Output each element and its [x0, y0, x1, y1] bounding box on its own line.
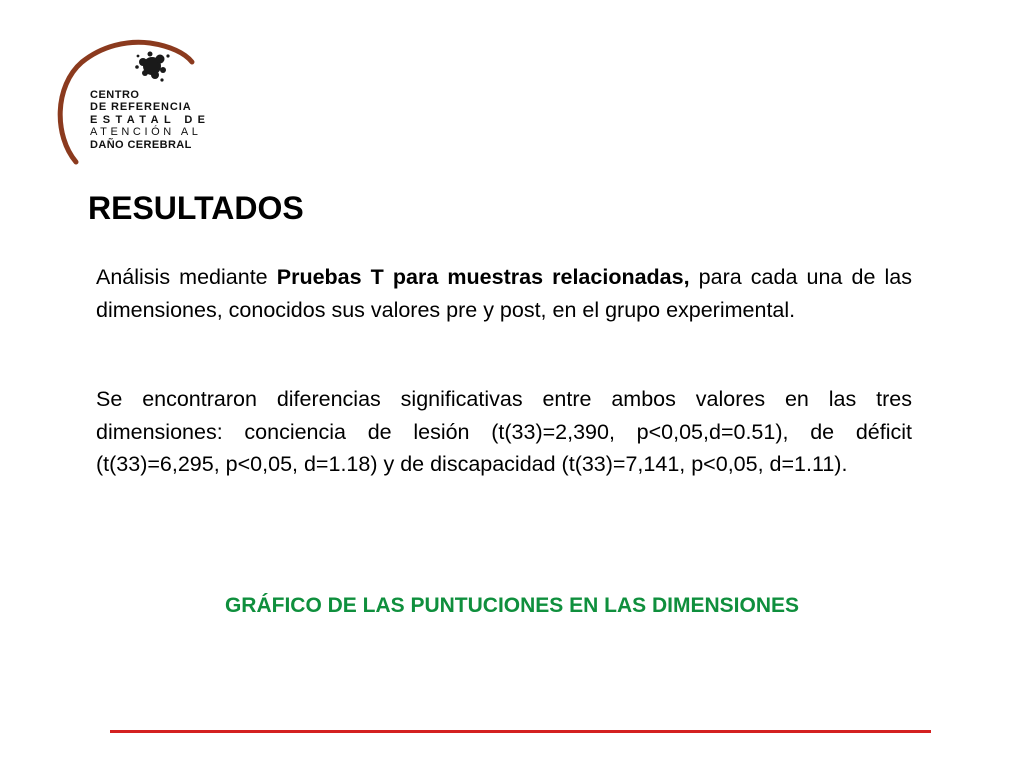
logo-line: ESTATAL DE: [90, 113, 211, 126]
page-title: RESULTADOS: [88, 190, 304, 226]
logo-line: DE REFERENCIA: [90, 101, 192, 114]
logo-line: CENTRO: [90, 89, 140, 101]
paragraph-results: Se encontraron diferencias significativas entre ambos valores en las tres dimensiones: conciencia de lesión (t(33)=2,390, p<0,05,d=0.51), de déficit (t(33)=6,295, p<0,05, d=1.18) y de discapacidad (t(33)=7,141, p<0,05, d=1.11).: [96, 387, 912, 476]
paragraph-analysis-intro: Análisis mediante: [96, 265, 277, 289]
logo-line: ATENCIÓN AL: [90, 126, 202, 139]
footer-rule: [110, 730, 931, 733]
logo-text: [90, 89, 210, 151]
logo-line: DAÑO CEREBRAL: [90, 138, 192, 151]
splat-icon: [135, 52, 169, 82]
paragraph-analysis-bold: Pruebas T para muestras relacionadas,: [276, 265, 690, 289]
chart-title: GRÁFICO DE LAS PUNTUCIONES EN LAS DIMENSIONES: [224, 594, 800, 617]
paragraph-analysis-rest: para cada una de las dimensiones, conocidos sus valores pre y post, en el grupo experimental.: [96, 265, 912, 322]
logo: [52, 38, 222, 166]
paragraph-analysis: [96, 261, 912, 326]
